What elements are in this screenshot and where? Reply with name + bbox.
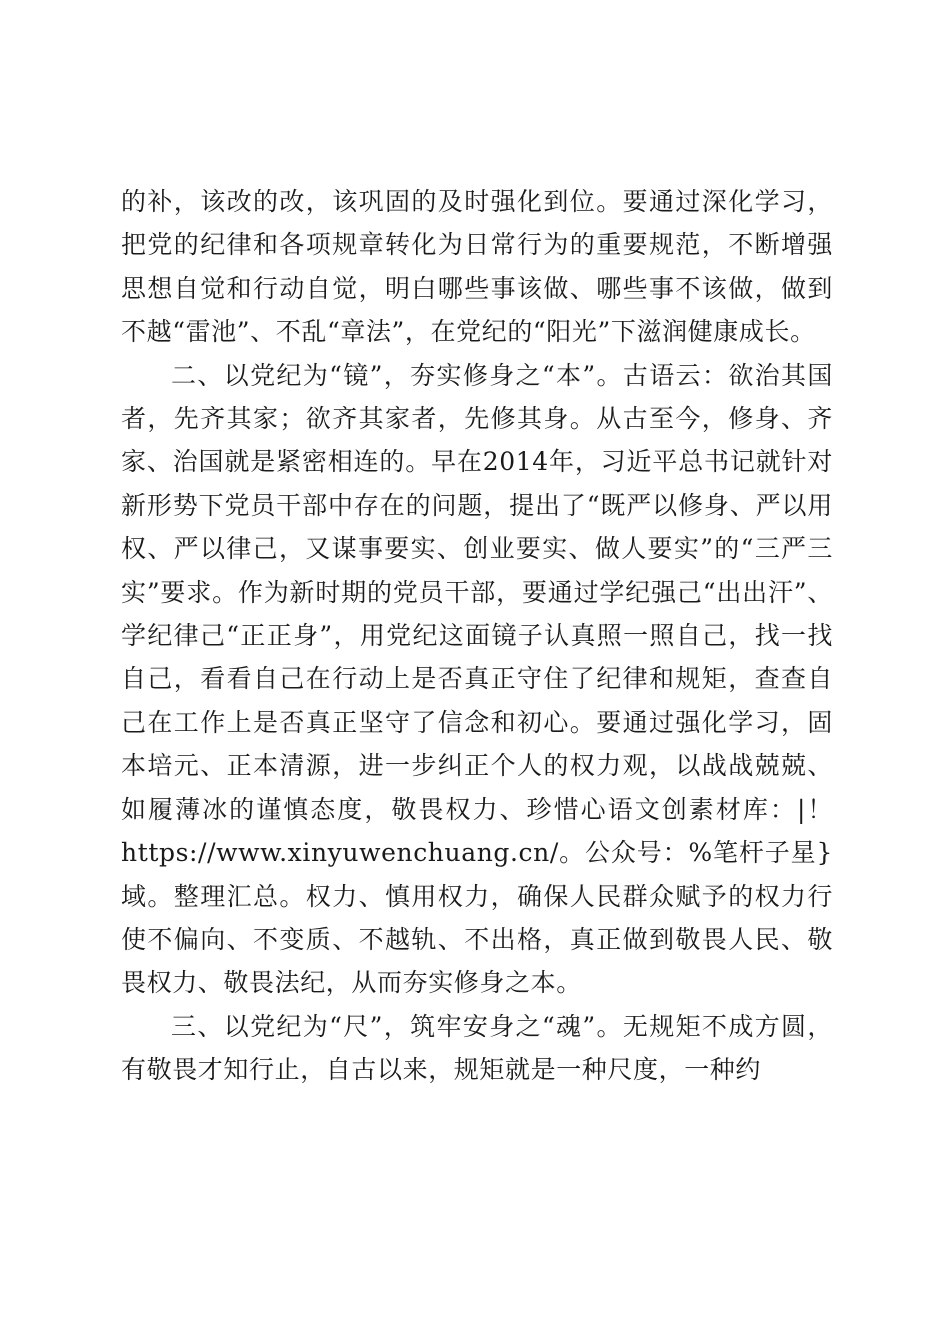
paragraph-section-three: 三、以党纪为“尺”，筑牢安身之“魂”。无规矩不成方圆，有敬畏才知行止，自古以来，规矩就是一种尺度，一种约 xyxy=(121,1011,833,1085)
paragraph-section-two: 二、以党纪为“镜”，夯实修身之“本”。古语云：欲治其国者，先齐其家；欲齐其家者，先修其身。从古至今，修身、齐家、治国就是紧密相连的。早在2014年，习近平总书记就针对新形势下党员干部中存在的问题，提出了“既严以修身、严以用权、严以律己，又谋事要实、创业要实、做人要实”的“三严三实”要求。作为新时期的党员干部，要通过学纪强己“出出汗”、学纪律己“正正身”，用党纪这面镜子认真照一照自己，找一找自己，看看自己在行动上是否真正守住了纪律和规矩，查查自己在工作上是否真正坚守了信念和初心。要通过强化学习，固本培元、正本清源，进一步纠正个人的权力观，以战战兢兢、如履薄冰的谨慎态度，敬畏权力、珍惜心语文创素材库：|！https://www.xinyuwenchuang.cn/。公众号：%笔杆子星}域。整理汇总。权力、慎用权力，确保人民群众赋予的权力行使不偏向、不变质、不越轨、不出格，真正做到敬畏人民、敬畏权力、敬畏法纪，从而夯实修身之本。 xyxy=(121,360,833,998)
paragraph-continuation: 的补，该改的改，该巩固的及时强化到位。要通过深化学习，把党的纪律和各项规章转化为日常行为的重要规范，不断增强思想自觉和行动自觉，明白哪些事该做、哪些事不该做，做到不越“雷池”、不乱“章法”，在党纪的“阳光”下滋润健康成长。 xyxy=(121,187,833,347)
document-body xyxy=(121,180,833,1092)
